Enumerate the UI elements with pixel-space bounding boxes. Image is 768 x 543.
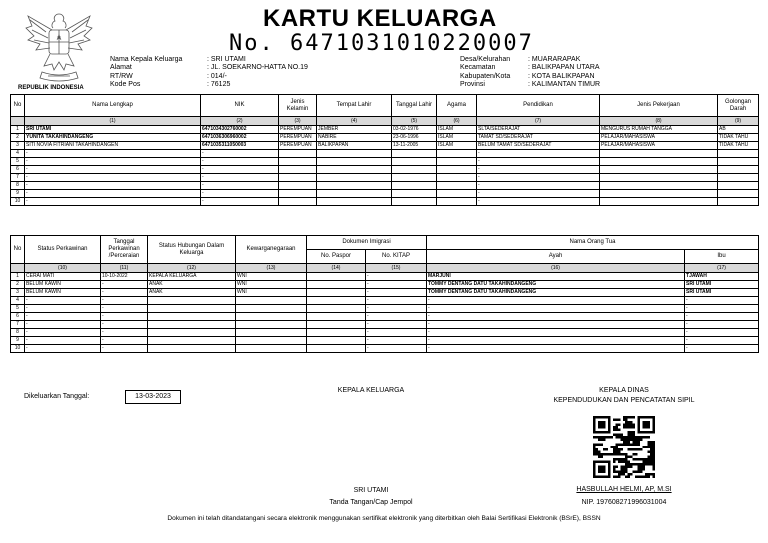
cell-kitap: - <box>366 281 427 289</box>
table-row <box>11 305 759 313</box>
cell-family-relation: ANAK <box>148 281 236 289</box>
cell-father: - <box>427 345 685 353</box>
cell-birthplace <box>317 166 392 174</box>
official-name: HASBULLAH HELMI, AP, M.SI <box>576 486 672 493</box>
family-head-name: SRI UTAMI <box>353 487 389 494</box>
col-header-kitap: No. KITAP <box>366 250 427 264</box>
field-value-village: : MUARARAPAK <box>528 56 581 63</box>
cell-family-relation: ANAK <box>148 289 236 297</box>
col-header-nik: NIK <box>201 95 279 117</box>
cell-occupation: MENGURUS RUMAH TANGGA <box>600 126 718 134</box>
cell-mother: - <box>685 345 759 353</box>
cell-marital-status: - <box>25 345 101 353</box>
cell-kitap: - <box>366 313 427 321</box>
issued-date-value: 13-03-2023 <box>125 390 181 404</box>
col-header-citizenship: Kewarganegaraan <box>236 236 307 264</box>
cell-marriage-date: - <box>101 321 148 329</box>
cell-birthplace: NABIRE <box>317 134 392 142</box>
cell-full-name: - <box>25 198 201 206</box>
document-title: KARTU KELUARGA <box>263 5 497 32</box>
cell-passport <box>307 345 366 353</box>
cell-no: 5 <box>11 158 25 166</box>
column-number <box>11 264 25 273</box>
column-number: (5) <box>392 117 437 126</box>
table-row <box>11 198 759 206</box>
cell-no: 6 <box>11 166 25 174</box>
column-number: (6) <box>437 117 477 126</box>
cell-religion <box>437 166 477 174</box>
cell-marriage-date: - <box>101 337 148 345</box>
cell-occupation: PELAJAR/MAHASISWA <box>600 142 718 150</box>
cell-birthplace <box>317 158 392 166</box>
field-value-postal-code: : 76125 <box>207 81 231 89</box>
cell-no: 5 <box>11 305 25 313</box>
cell-religion <box>437 150 477 158</box>
cell-nik: - <box>201 158 279 166</box>
field-label-district: Kecamatan <box>460 64 496 72</box>
cell-marriage-date: - <box>101 305 148 313</box>
cell-nik: - <box>201 198 279 206</box>
col-header-mother: Ibu <box>685 250 759 264</box>
cell-mother: - <box>685 329 759 337</box>
column-number: (9) <box>718 117 759 126</box>
cell-full-name: - <box>25 166 201 174</box>
cell-kitap: - <box>366 273 427 281</box>
cell-family-relation: KEPALA KELUARGA <box>148 273 236 281</box>
cell-birthdate <box>392 174 437 182</box>
cell-birthplace <box>317 190 392 198</box>
cell-no: 9 <box>11 337 25 345</box>
cell-education: - <box>477 174 600 182</box>
cell-education: - <box>477 166 600 174</box>
cell-birthplace <box>317 150 392 158</box>
table-row <box>11 150 759 158</box>
table-row <box>11 158 759 166</box>
cell-education: - <box>477 150 600 158</box>
cell-marriage-date: - <box>101 313 148 321</box>
cell-marital-status: - <box>25 305 101 313</box>
cell-nik: - <box>201 166 279 174</box>
household-info-left <box>110 56 308 90</box>
cell-full-name: YUNITA TAKAHINDANGENG <box>25 134 201 142</box>
cell-full-name: - <box>25 174 201 182</box>
table-row <box>11 126 759 134</box>
column-number <box>11 117 25 126</box>
field-label-postal-code: Kode Pos <box>110 81 141 89</box>
cell-family-relation <box>148 337 236 345</box>
table-row <box>11 337 759 345</box>
cell-blood-type <box>718 166 759 174</box>
cell-religion <box>437 198 477 206</box>
cell-birthdate <box>392 198 437 206</box>
field-label-head-name: Nama Kepala Keluarga <box>110 56 183 63</box>
cell-education: BELUM TAMAT SD/SEDERAJAT <box>477 142 600 150</box>
cell-kitap: - <box>366 289 427 297</box>
table-header-row <box>11 236 759 250</box>
cell-full-name: - <box>25 158 201 166</box>
field-value-province: : KALIMANTAN TIMUR <box>528 81 601 89</box>
col-header-full-name: Nama Lengkap <box>25 95 201 117</box>
cell-birthdate: 13-11-2005 <box>392 142 437 150</box>
cell-no: 6 <box>11 313 25 321</box>
cell-passport <box>307 329 366 337</box>
cell-citizenship <box>236 337 307 345</box>
cell-education: - <box>477 198 600 206</box>
cell-nik: - <box>201 190 279 198</box>
cell-religion <box>437 158 477 166</box>
column-number: (11) <box>101 264 148 273</box>
cell-nik: - <box>201 182 279 190</box>
cell-birthdate <box>392 166 437 174</box>
cell-full-name: - <box>25 190 201 198</box>
emblem-caption: REPUBLIK INDONESIA <box>18 85 84 91</box>
cell-gender <box>279 190 317 198</box>
cell-religion <box>437 190 477 198</box>
cell-education: - <box>477 182 600 190</box>
family-card-number: No. 6471031010220007 <box>229 31 534 56</box>
cell-kitap: - <box>366 297 427 305</box>
cell-birthplace <box>317 174 392 182</box>
cell-kitap: - <box>366 305 427 313</box>
cell-religion <box>437 182 477 190</box>
cell-blood-type <box>718 190 759 198</box>
column-number: (16) <box>427 264 685 273</box>
field-label-city: Kabupaten/Kota <box>460 72 511 80</box>
table-row <box>11 190 759 198</box>
field-value-address: : JL. SOEKARNO-HATTA NO.19 <box>207 64 308 72</box>
column-number: (17) <box>685 264 759 273</box>
field-value-district: : BALIKPAPAN UTARA <box>528 64 600 72</box>
cell-occupation <box>600 174 718 182</box>
table-row <box>11 313 759 321</box>
cell-marriage-date: - <box>101 297 148 305</box>
field-label-province: Provinsi <box>460 81 485 89</box>
column-number: (10) <box>25 264 101 273</box>
cell-gender <box>279 150 317 158</box>
column-number-row <box>11 264 759 273</box>
cell-no: 7 <box>11 321 25 329</box>
cell-nik: - <box>201 150 279 158</box>
family-members-body <box>11 126 759 206</box>
cell-citizenship <box>236 329 307 337</box>
cell-family-relation <box>148 297 236 305</box>
cell-father: TOMMY DENTANG DATU TAKAHINDANGENG <box>427 289 685 297</box>
field-value-city: : KOTA BALIKPAPAN <box>528 72 595 80</box>
cell-marital-status: BELUM KAWIN <box>25 281 101 289</box>
cell-mother: - <box>685 297 759 305</box>
electronic-signature-disclaimer: Dokumen ini telah ditandatangani secara elektronik menggunakan sertifikat elektronik yang diterbitkan oleh Balai Sertifikasi Elektronik (BSrE), BSSN <box>167 515 601 522</box>
office-title-1: KEPALA DINAS <box>599 387 649 394</box>
col-header-no: No <box>11 236 25 264</box>
cell-gender: PEREMPUAN <box>279 142 317 150</box>
office-title-2: KEPENDUDUKAN DAN PENCATATAN SIPIL <box>553 397 695 404</box>
signature-caption: Tanda Tangan/Cap Jempol <box>329 499 413 506</box>
cell-passport <box>307 289 366 297</box>
cell-marital-status: - <box>25 337 101 345</box>
cell-father: TOMMY DENTANG DATU TAKAHINDANGENG <box>427 281 685 289</box>
cell-marital-status: BELUM KAWIN <box>25 289 101 297</box>
field-value-head-name: : SRI UTAMI <box>207 56 246 63</box>
cell-occupation <box>600 182 718 190</box>
household-info-right <box>460 56 600 90</box>
cell-no: 10 <box>11 198 25 206</box>
qr-code-icon <box>593 416 655 478</box>
cell-mother: - <box>685 337 759 345</box>
table-row <box>11 142 759 150</box>
field-label-village: Desa/Kelurahan <box>460 56 511 63</box>
issued-date-label: Dikeluarkan Tanggal: <box>24 393 90 400</box>
cell-blood-type <box>718 198 759 206</box>
cell-kitap: - <box>366 329 427 337</box>
cell-family-relation <box>148 305 236 313</box>
table-row <box>11 134 759 142</box>
cell-passport <box>307 337 366 345</box>
cell-family-relation <box>148 329 236 337</box>
table-row <box>11 166 759 174</box>
cell-nik: 6471035311050003 <box>201 142 279 150</box>
cell-marital-status: - <box>25 321 101 329</box>
family-status-body <box>11 273 759 353</box>
column-number: (14) <box>307 264 366 273</box>
cell-kitap: - <box>366 337 427 345</box>
cell-marriage-date: - <box>101 281 148 289</box>
cell-passport <box>307 273 366 281</box>
cell-education: - <box>477 158 600 166</box>
cell-gender: PEREMPUAN <box>279 134 317 142</box>
col-header-birthplace: Tempat Lahir <box>317 95 392 117</box>
column-number: (15) <box>366 264 427 273</box>
cell-occupation <box>600 190 718 198</box>
cell-citizenship <box>236 297 307 305</box>
cell-marital-status: - <box>25 329 101 337</box>
cell-no: 4 <box>11 297 25 305</box>
cell-blood-type <box>718 150 759 158</box>
cell-no: 2 <box>11 281 25 289</box>
table-row <box>11 281 759 289</box>
cell-mother: TJAWAH <box>685 273 759 281</box>
cell-no: 2 <box>11 134 25 142</box>
col-header-occupation: Jenis Pekerjaan <box>600 95 718 117</box>
cell-gender <box>279 166 317 174</box>
cell-father: - <box>427 305 685 313</box>
cell-occupation <box>600 158 718 166</box>
table-row <box>11 321 759 329</box>
cell-education: - <box>477 190 600 198</box>
cell-no: 8 <box>11 182 25 190</box>
cell-occupation <box>600 198 718 206</box>
column-number: (12) <box>148 264 236 273</box>
cell-blood-type: AB <box>718 126 759 134</box>
cell-marriage-date: - <box>101 345 148 353</box>
cell-occupation <box>600 166 718 174</box>
cell-family-relation <box>148 313 236 321</box>
column-number: (13) <box>236 264 307 273</box>
cell-nik: 6471034302760002 <box>201 126 279 134</box>
cell-education: TAMAT SD/SEDERAJAT <box>477 134 600 142</box>
cell-blood-type: TIDAK TAHU <box>718 142 759 150</box>
col-header-family-relation: Status Hubungan Dalam Keluarga <box>148 236 236 264</box>
cell-full-name: - <box>25 150 201 158</box>
cell-marital-status: CERAI MATI <box>25 273 101 281</box>
family-members-table <box>10 94 759 206</box>
cell-no: 3 <box>11 142 25 150</box>
cell-birthplace <box>317 198 392 206</box>
cell-citizenship: WNI <box>236 273 307 281</box>
cell-birthdate <box>392 190 437 198</box>
cell-birthdate: 03-02-1976 <box>392 126 437 134</box>
cell-no: 1 <box>11 126 25 134</box>
cell-full-name: SRI UTAMI <box>25 126 201 134</box>
field-value-rt-rw: : 014/- <box>207 72 227 80</box>
cell-birthplace <box>317 182 392 190</box>
cell-citizenship <box>236 345 307 353</box>
cell-passport <box>307 281 366 289</box>
cell-gender <box>279 198 317 206</box>
cell-blood-type <box>718 174 759 182</box>
col-header-no: No <box>11 95 25 117</box>
cell-citizenship <box>236 305 307 313</box>
column-number: (7) <box>477 117 600 126</box>
col-header-immigration-docs: Dokumen Imigrasi <box>307 236 427 250</box>
cell-occupation <box>600 150 718 158</box>
cell-birthdate <box>392 182 437 190</box>
cell-father: - <box>427 297 685 305</box>
cell-no: 1 <box>11 273 25 281</box>
col-header-marriage-date: Tanggal Perkawinan /Perceraian <box>101 236 148 264</box>
cell-passport <box>307 305 366 313</box>
cell-marriage-date: - <box>101 289 148 297</box>
cell-citizenship: WNI <box>236 289 307 297</box>
cell-gender <box>279 174 317 182</box>
garuda-emblem-icon <box>22 6 96 86</box>
table-row <box>11 345 759 353</box>
cell-birthdate <box>392 158 437 166</box>
col-header-education: Pendidikan <box>477 95 600 117</box>
cell-citizenship <box>236 313 307 321</box>
column-number: (2) <box>201 117 279 126</box>
cell-mother: - <box>685 321 759 329</box>
cell-father: - <box>427 313 685 321</box>
cell-father: - <box>427 337 685 345</box>
col-header-blood-type: Golongan Darah <box>718 95 759 117</box>
col-header-religion: Agama <box>437 95 477 117</box>
cell-mother: SRI UTAMI <box>685 289 759 297</box>
cell-religion: ISLAM <box>437 142 477 150</box>
cell-education: SLTA/SEDERAJAT <box>477 126 600 134</box>
col-header-passport: No. Paspor <box>307 250 366 264</box>
col-header-gender: Jenis Kelamin <box>279 95 317 117</box>
col-header-marital-status: Status Perkawinan <box>25 236 101 264</box>
cell-gender: PEREMPUAN <box>279 126 317 134</box>
cell-marriage-date: 10-10-2022 <box>101 273 148 281</box>
cell-birthdate: 23-06-1996 <box>392 134 437 142</box>
cell-family-relation <box>148 345 236 353</box>
cell-no: 8 <box>11 329 25 337</box>
official-nip: NIP. 197608271996031004 <box>581 499 667 506</box>
table-row <box>11 297 759 305</box>
cell-no: 9 <box>11 190 25 198</box>
cell-nik: - <box>201 174 279 182</box>
cell-no: 3 <box>11 289 25 297</box>
cell-gender <box>279 158 317 166</box>
table-row <box>11 289 759 297</box>
column-number: (3) <box>279 117 317 126</box>
table-row <box>11 174 759 182</box>
cell-passport <box>307 321 366 329</box>
table-row <box>11 329 759 337</box>
cell-father: MARJUNI <box>427 273 685 281</box>
table-row <box>11 273 759 281</box>
cell-religion: ISLAM <box>437 134 477 142</box>
cell-marital-status: - <box>25 313 101 321</box>
cell-kitap: - <box>366 345 427 353</box>
cell-citizenship: WNI <box>236 281 307 289</box>
col-header-birthdate: Tanggal Lahir <box>392 95 437 117</box>
cell-religion <box>437 174 477 182</box>
cell-blood-type: TIDAK TAHU <box>718 134 759 142</box>
cell-mother: - <box>685 313 759 321</box>
cell-father: - <box>427 329 685 337</box>
cell-birthplace: BALIKPAPAN <box>317 142 392 150</box>
cell-birthplace: JEMBER <box>317 126 392 134</box>
cell-citizenship <box>236 321 307 329</box>
cell-father: - <box>427 321 685 329</box>
table-header-row <box>11 95 759 117</box>
cell-birthdate <box>392 150 437 158</box>
cell-full-name: SITI NOVIA FITRIANI TAKAHINDANGEN <box>25 142 201 150</box>
cell-blood-type <box>718 158 759 166</box>
col-header-father: Ayah <box>427 250 685 264</box>
cell-family-relation <box>148 321 236 329</box>
cell-mother: - <box>685 305 759 313</box>
cell-no: 7 <box>11 174 25 182</box>
cell-blood-type <box>718 182 759 190</box>
col-header-parents-names: Nama Orang Tua <box>427 236 759 250</box>
column-number: (1) <box>25 117 201 126</box>
column-number-row <box>11 117 759 126</box>
cell-religion: ISLAM <box>437 126 477 134</box>
cell-gender <box>279 182 317 190</box>
cell-marital-status: - <box>25 297 101 305</box>
cell-passport <box>307 313 366 321</box>
family-head-title: KEPALA KELUARGA <box>337 387 405 394</box>
cell-no: 4 <box>11 150 25 158</box>
cell-no: 10 <box>11 345 25 353</box>
family-status-table <box>10 235 759 353</box>
field-label-address: Alamat <box>110 64 132 72</box>
cell-mother: SRI UTAMI <box>685 281 759 289</box>
field-label-rt-rw: RT/RW <box>110 72 133 80</box>
cell-occupation: PELAJAR/MAHASISWA <box>600 134 718 142</box>
cell-marriage-date: - <box>101 329 148 337</box>
cell-nik: 6471036306960002 <box>201 134 279 142</box>
cell-passport <box>307 297 366 305</box>
cell-full-name: - <box>25 182 201 190</box>
column-number: (8) <box>600 117 718 126</box>
column-number: (4) <box>317 117 392 126</box>
cell-kitap: - <box>366 321 427 329</box>
table-row <box>11 182 759 190</box>
